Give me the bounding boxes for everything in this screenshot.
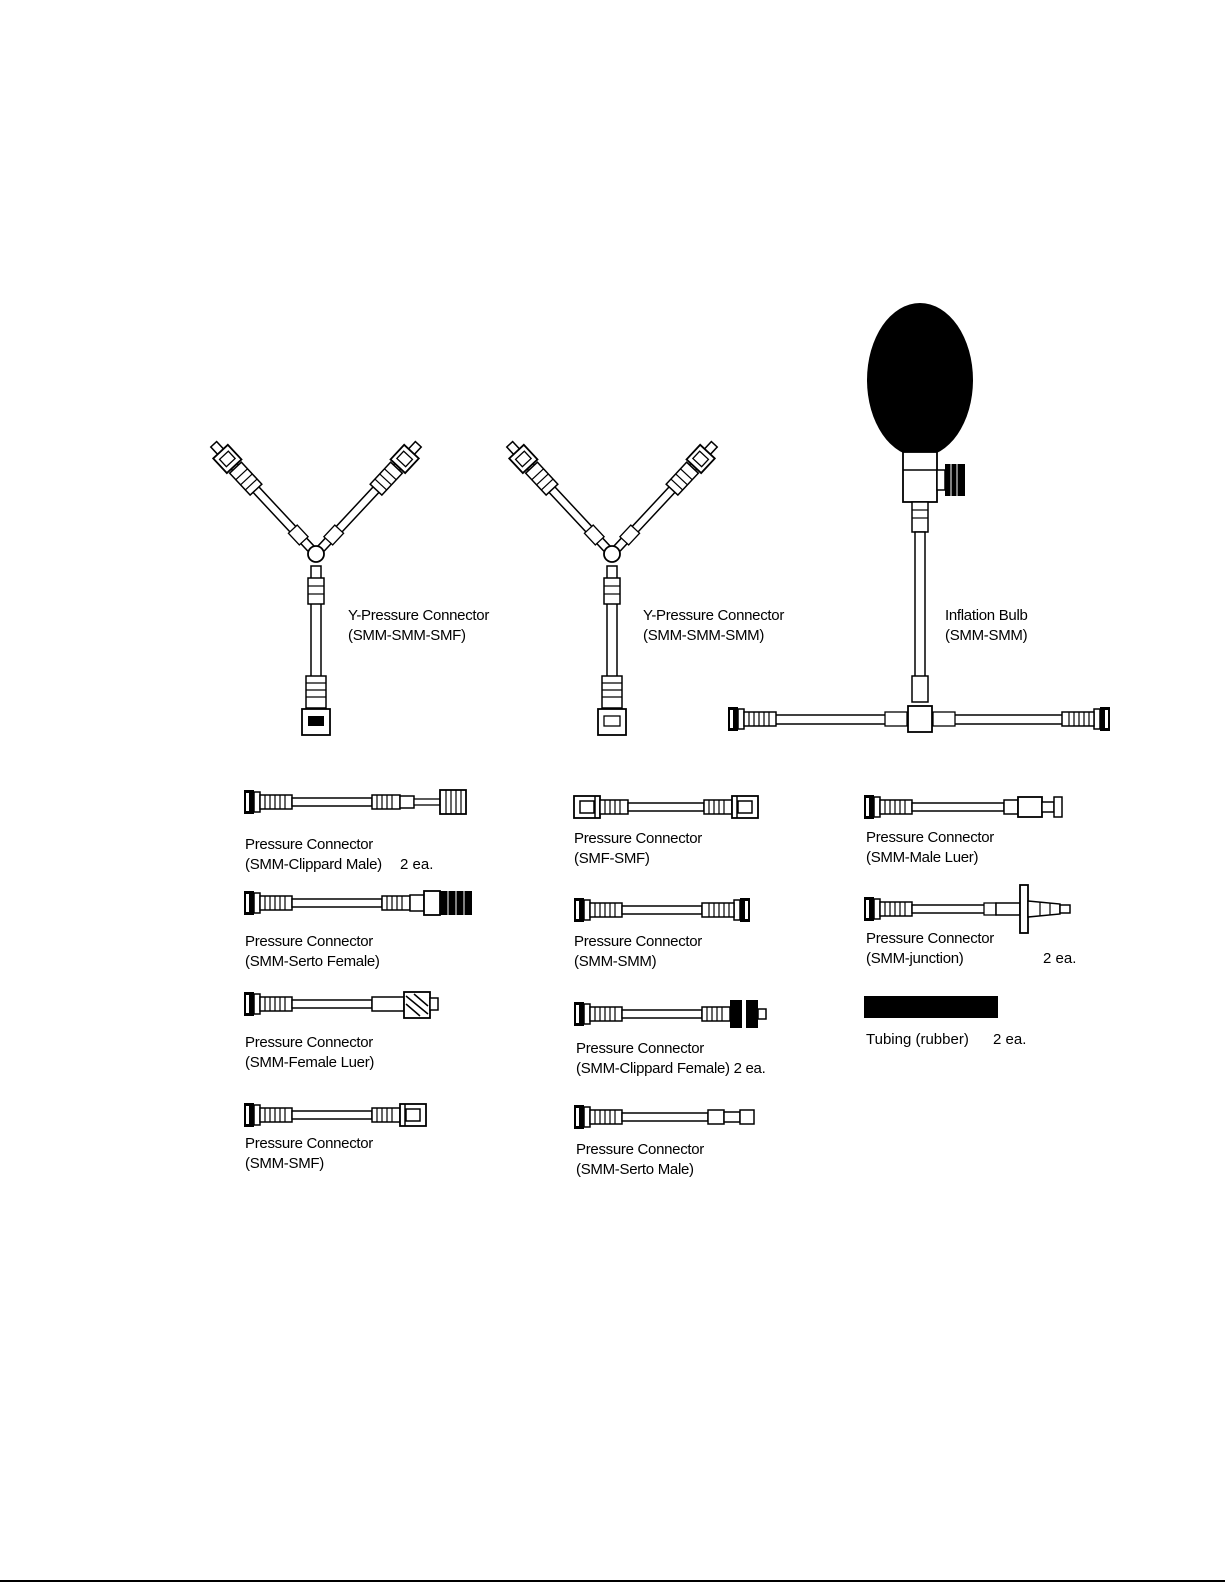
part-code: (SMM-Serto Male): [576, 1161, 694, 1178]
part-qty: 2 ea.: [1043, 950, 1077, 967]
assembly-code: (SMM-SMM): [945, 627, 1028, 644]
part-serto-female-drawing: [244, 891, 472, 915]
part-clippard-male-drawing: [244, 790, 466, 814]
part-smm-smf-drawing: [244, 1103, 426, 1127]
part-name: Pressure Connector: [245, 836, 373, 853]
y-connector-1-drawing: [206, 437, 425, 735]
part-name: Pressure Connector: [866, 930, 994, 947]
part-code: (SMM-Clippard Male): [245, 856, 382, 873]
part-code: (SMM-Clippard Female) 2 ea.: [576, 1060, 766, 1077]
part-qty: 2 ea.: [400, 856, 434, 873]
rubber-tubing-swatch: [864, 996, 998, 1018]
part-clippard-female-drawing: [574, 1000, 766, 1028]
part-label-serto-female: [245, 932, 380, 972]
part-label-clippard-male: [245, 835, 382, 875]
tubing-qty: 2 ea.: [993, 1031, 1027, 1048]
part-code: (SMM-Female Luer): [245, 1054, 375, 1071]
part-junction-drawing: [864, 885, 1070, 933]
part-code: (SMF-SMF): [574, 850, 650, 867]
part-label-male-luer: [866, 828, 994, 868]
part-female-luer-drawing: [244, 992, 438, 1018]
tubing-label: Tubing (rubber): [866, 1031, 969, 1048]
bottom-rule: [0, 1580, 1225, 1582]
inflation-bulb-drawing: [728, 303, 1110, 732]
part-name: Pressure Connector: [574, 933, 702, 950]
assembly-code: (SMM-SMM-SMM): [643, 627, 765, 644]
part-name: Pressure Connector: [576, 1040, 704, 1057]
part-label-smm-smm: [574, 932, 702, 972]
part-label-smf-smf: [574, 829, 702, 869]
part-serto-male-drawing: [574, 1105, 754, 1129]
part-name: Pressure Connector: [576, 1141, 704, 1158]
part-code: (SMM-junction): [866, 950, 964, 967]
assembly-code: (SMM-SMM-SMF): [348, 627, 466, 644]
assembly-label-y-smf: [348, 606, 489, 646]
assembly-label-inflation-bulb: [945, 606, 1028, 646]
part-code: (SMM-SMM): [574, 953, 657, 970]
part-name: Pressure Connector: [574, 830, 702, 847]
assembly-name: Inflation Bulb: [945, 607, 1028, 624]
part-label-smm-smf: [245, 1134, 373, 1174]
part-label-female-luer: [245, 1033, 374, 1073]
part-name: Pressure Connector: [245, 933, 373, 950]
part-code: (SMM-SMF): [245, 1155, 324, 1172]
y-connector-2-drawing: [502, 437, 721, 735]
assembly-name: Y-Pressure Connector: [643, 607, 785, 624]
part-label-junction: [866, 929, 994, 969]
part-code: (SMM-Male Luer): [866, 849, 979, 866]
part-smf-smf-drawing: [574, 796, 758, 818]
part-code: (SMM-Serto Female): [245, 953, 380, 970]
part-name: Pressure Connector: [866, 829, 994, 846]
assembly-label-y-smm: [643, 606, 784, 646]
part-male-luer-drawing: [864, 795, 1062, 819]
assembly-name: Y-Pressure Connector: [348, 607, 490, 624]
part-name: Pressure Connector: [245, 1135, 373, 1152]
part-name: Pressure Connector: [245, 1034, 373, 1051]
part-label-serto-male: [576, 1140, 704, 1180]
part-smm-smm-drawing: [574, 898, 750, 922]
part-label-clippard-female: [576, 1039, 765, 1079]
